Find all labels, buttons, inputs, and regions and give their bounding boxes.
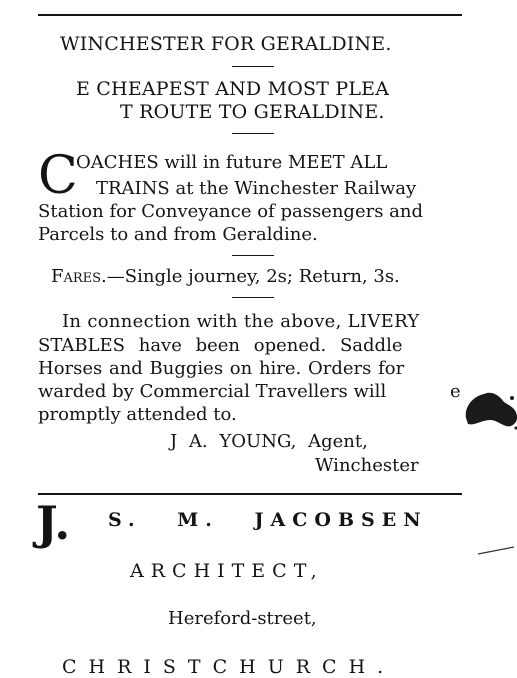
livery-line-5: promptly attended to. <box>38 404 237 425</box>
fares-line <box>51 268 400 286</box>
ink-blot <box>460 378 517 438</box>
coaches-line-1: OACHES will in future MEET ALL <box>76 152 388 173</box>
coaches-line-3: Station for Conveyance of passengers and <box>38 201 424 222</box>
short-rule <box>232 66 274 67</box>
top-rule <box>38 14 462 16</box>
ad1-subheading-line2: T ROUTE TO GERALDINE. <box>120 101 385 123</box>
fares-text: —Single journey, 2s; Return, 3s. <box>106 266 400 287</box>
coaches-line-2: TRAINS at the Winchester Railway <box>96 178 417 199</box>
ad1-subheading-line1: E CHEAPEST AND MOST PLEA <box>76 78 390 100</box>
pen-mark <box>476 544 516 558</box>
signature-place: Winchester <box>315 455 419 476</box>
ad2-profession: ARCHITECT, <box>130 560 324 582</box>
livery-line-2: STABLES have been opened. Saddle <box>38 335 403 356</box>
ad1-heading: WINCHESTER FOR GERALDINE. <box>60 33 392 55</box>
livery-line-4-tail: e <box>450 381 461 402</box>
livery-line-3: Horses and Buggies on hire. Orders for <box>38 358 405 379</box>
short-rule <box>232 297 274 298</box>
short-rule <box>232 255 274 256</box>
signature-name: J A. YOUNG, Agent, <box>170 431 368 452</box>
coaches-line-4: Parcels to and from Geraldine. <box>38 224 318 245</box>
livery-line-4: warded by Commercial Travellers will <box>38 381 387 402</box>
ad2-initial: J. <box>36 496 71 550</box>
ad2-name: S. M. JACOBSEN <box>108 509 428 531</box>
ad2-street: Hereford-street, <box>168 608 317 629</box>
fares-label: Fares. <box>51 266 107 287</box>
livery-line-1: In connection with the above, LIVERY <box>62 311 420 332</box>
short-rule <box>232 133 274 134</box>
drop-cap: C <box>38 146 78 206</box>
divider-rule <box>38 493 462 495</box>
ad2-city: CHRISTCHURCH. <box>62 656 396 678</box>
